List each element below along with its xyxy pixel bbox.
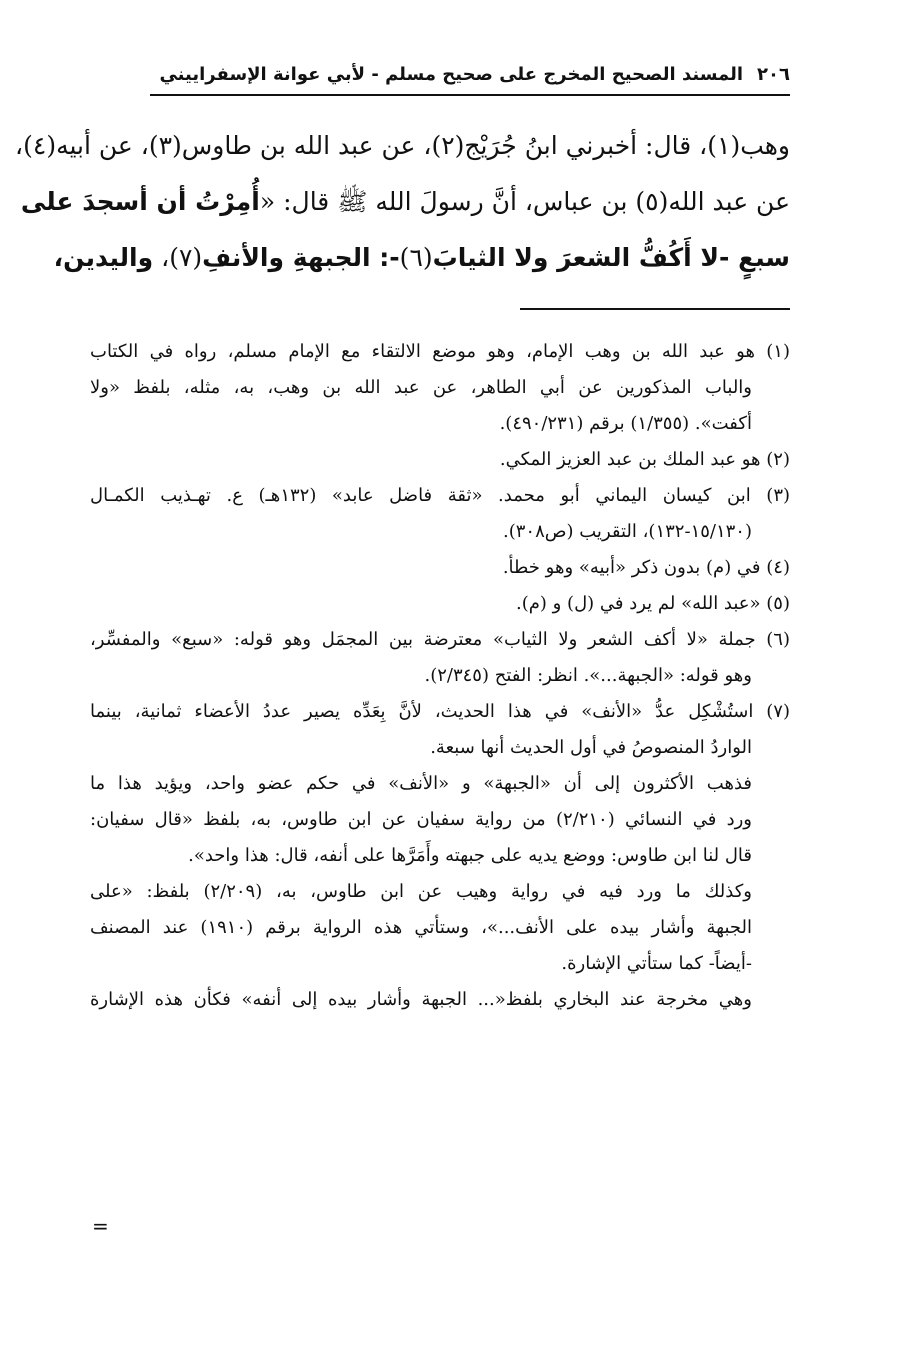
continuation-mark: = [92,1214,109,1238]
footnote-1-line-3: أكفت». (١/٣٥٥) برقم (٤٩٠/٢٣١). [499,413,752,434]
footnote-6-line-1: (٦) جملة «لا أكف الشعر ولا الثياب» معترضة بين المجمَل وهو قوله: «سبع» والمفسِّر، [90,629,790,650]
footnote-4: (٤) في (م) بدون ذكر «أبيه» وهو خطأ. [502,557,790,578]
footnote-6-line-2: وهو قوله: «الجبهة...». انظر: الفتح (٢/٣٤٥). [424,665,752,686]
footnote-7-line-6: وكذلك ما ورد فيه في رواية وهيب عن ابن طاوس، به، (٢/٢٠٩) بلفظ: «على [90,881,752,902]
footnote-7-line-5: قال لنا ابن طاوس: ووضع يديه على جبهته وأَمَرَّها على أنفه، قال: هذا واحد». [188,845,752,866]
footnote-7-line-7: الجبهة وأشار بيده على الأنف...»، وستأتي هذه الرواية برقم (١٩١٠) عند المصنف [90,917,753,938]
main-line-3-bold-b: -: الجبهةِ والأنفِ [202,243,400,272]
footnote-5: (٥) «عبد الله» لم يرد في (ل) و (م). [516,593,790,614]
page-number: ٢٠٦ [757,63,790,85]
footnote-7-line-1: (٧) استُشْكِل عدُّ «الأنف» في هذا الحديث، لأنَّ بِعَدِّه يصير عددُ الأعضاء ثمانية، بينما [90,701,790,722]
running-header [150,56,790,92]
footnote-1-line-1: (١) هو عبد الله بن وهب الإمام، وهو موضع الالتقاء مع الإمام مسلم، رواه في الكتاب [90,341,790,362]
main-line-3-bold-a: سبعٍ -لا أَكُفُّ الشعرَ ولا الثيابَ [432,243,790,272]
footnote-7-line-8: -أيضاً- كما ستأتي الإشارة. [561,953,752,974]
main-text [15,118,790,286]
main-line-2 [20,174,790,230]
footnote-3-line-2: (١٥/١٣٠-١٣٢)، التقريب (ص٣٠٨). [502,521,752,542]
footnote-7-line-3: فذهب الأكثرون إلى أن «الجبهة» و «الأنف» في حكم عضو واحد، ويؤيد هذا ما [90,773,752,794]
main-line-2-plain: عن عبد الله(٥) بن عباس، أنَّ رسولَ الله ﷺ قال: « [259,187,790,216]
running-title: المسند الصحيح المخرج على صحيح مسلم - لأبي عوانة الإسفراييني [159,63,744,85]
footnotes [90,334,790,1018]
footnote-7-line-4: ورد في النسائي (٢/٢١٠) من رواية سفيان عن ابن طاوس، به، بلفظ «قال سفيان: [90,809,752,830]
footnote-separator [520,308,790,310]
main-line-3 [53,230,790,286]
main-line-3-plain-b: (٧)، [153,243,203,272]
footnote-1-line-2: والباب المذكورين عن أبي الطاهر، عن عبد الله بن وهب، به، مثله، بلفظ «ولا [90,377,752,398]
footnote-7-line-9: وهي مخرجة عند البخاري بلفظ«... الجبهة وأشار بيده إلى أنفه» فكأن هذه الإشارة [90,989,752,1010]
footnote-7-line-2: الواردُ المنصوصُ في أول الحديث أنها سبعة. [430,737,752,758]
main-line-1: وهب(١)، قال: أخبرني ابنُ جُرَيْج(٢)، عن عبد الله بن طاوس(٣)، عن أبيه(٤)، [15,131,790,160]
main-line-3-plain-a: (٦) [399,243,433,272]
footnote-2: (٢) هو عبد الملك بن عبد العزيز المكي. [499,449,790,470]
main-line-2-bold: أُمِرْتُ أن أسجدَ على [20,187,260,216]
footnote-3-line-1: (٣) ابن كيسان اليماني أبو محمد. «ثقة فاضل عابد» (١٣٢هـ) ع. تهـذيب الكمـال [90,485,791,506]
main-line-3-bold-c: واليدين، [53,243,154,272]
header-rule [150,94,790,96]
